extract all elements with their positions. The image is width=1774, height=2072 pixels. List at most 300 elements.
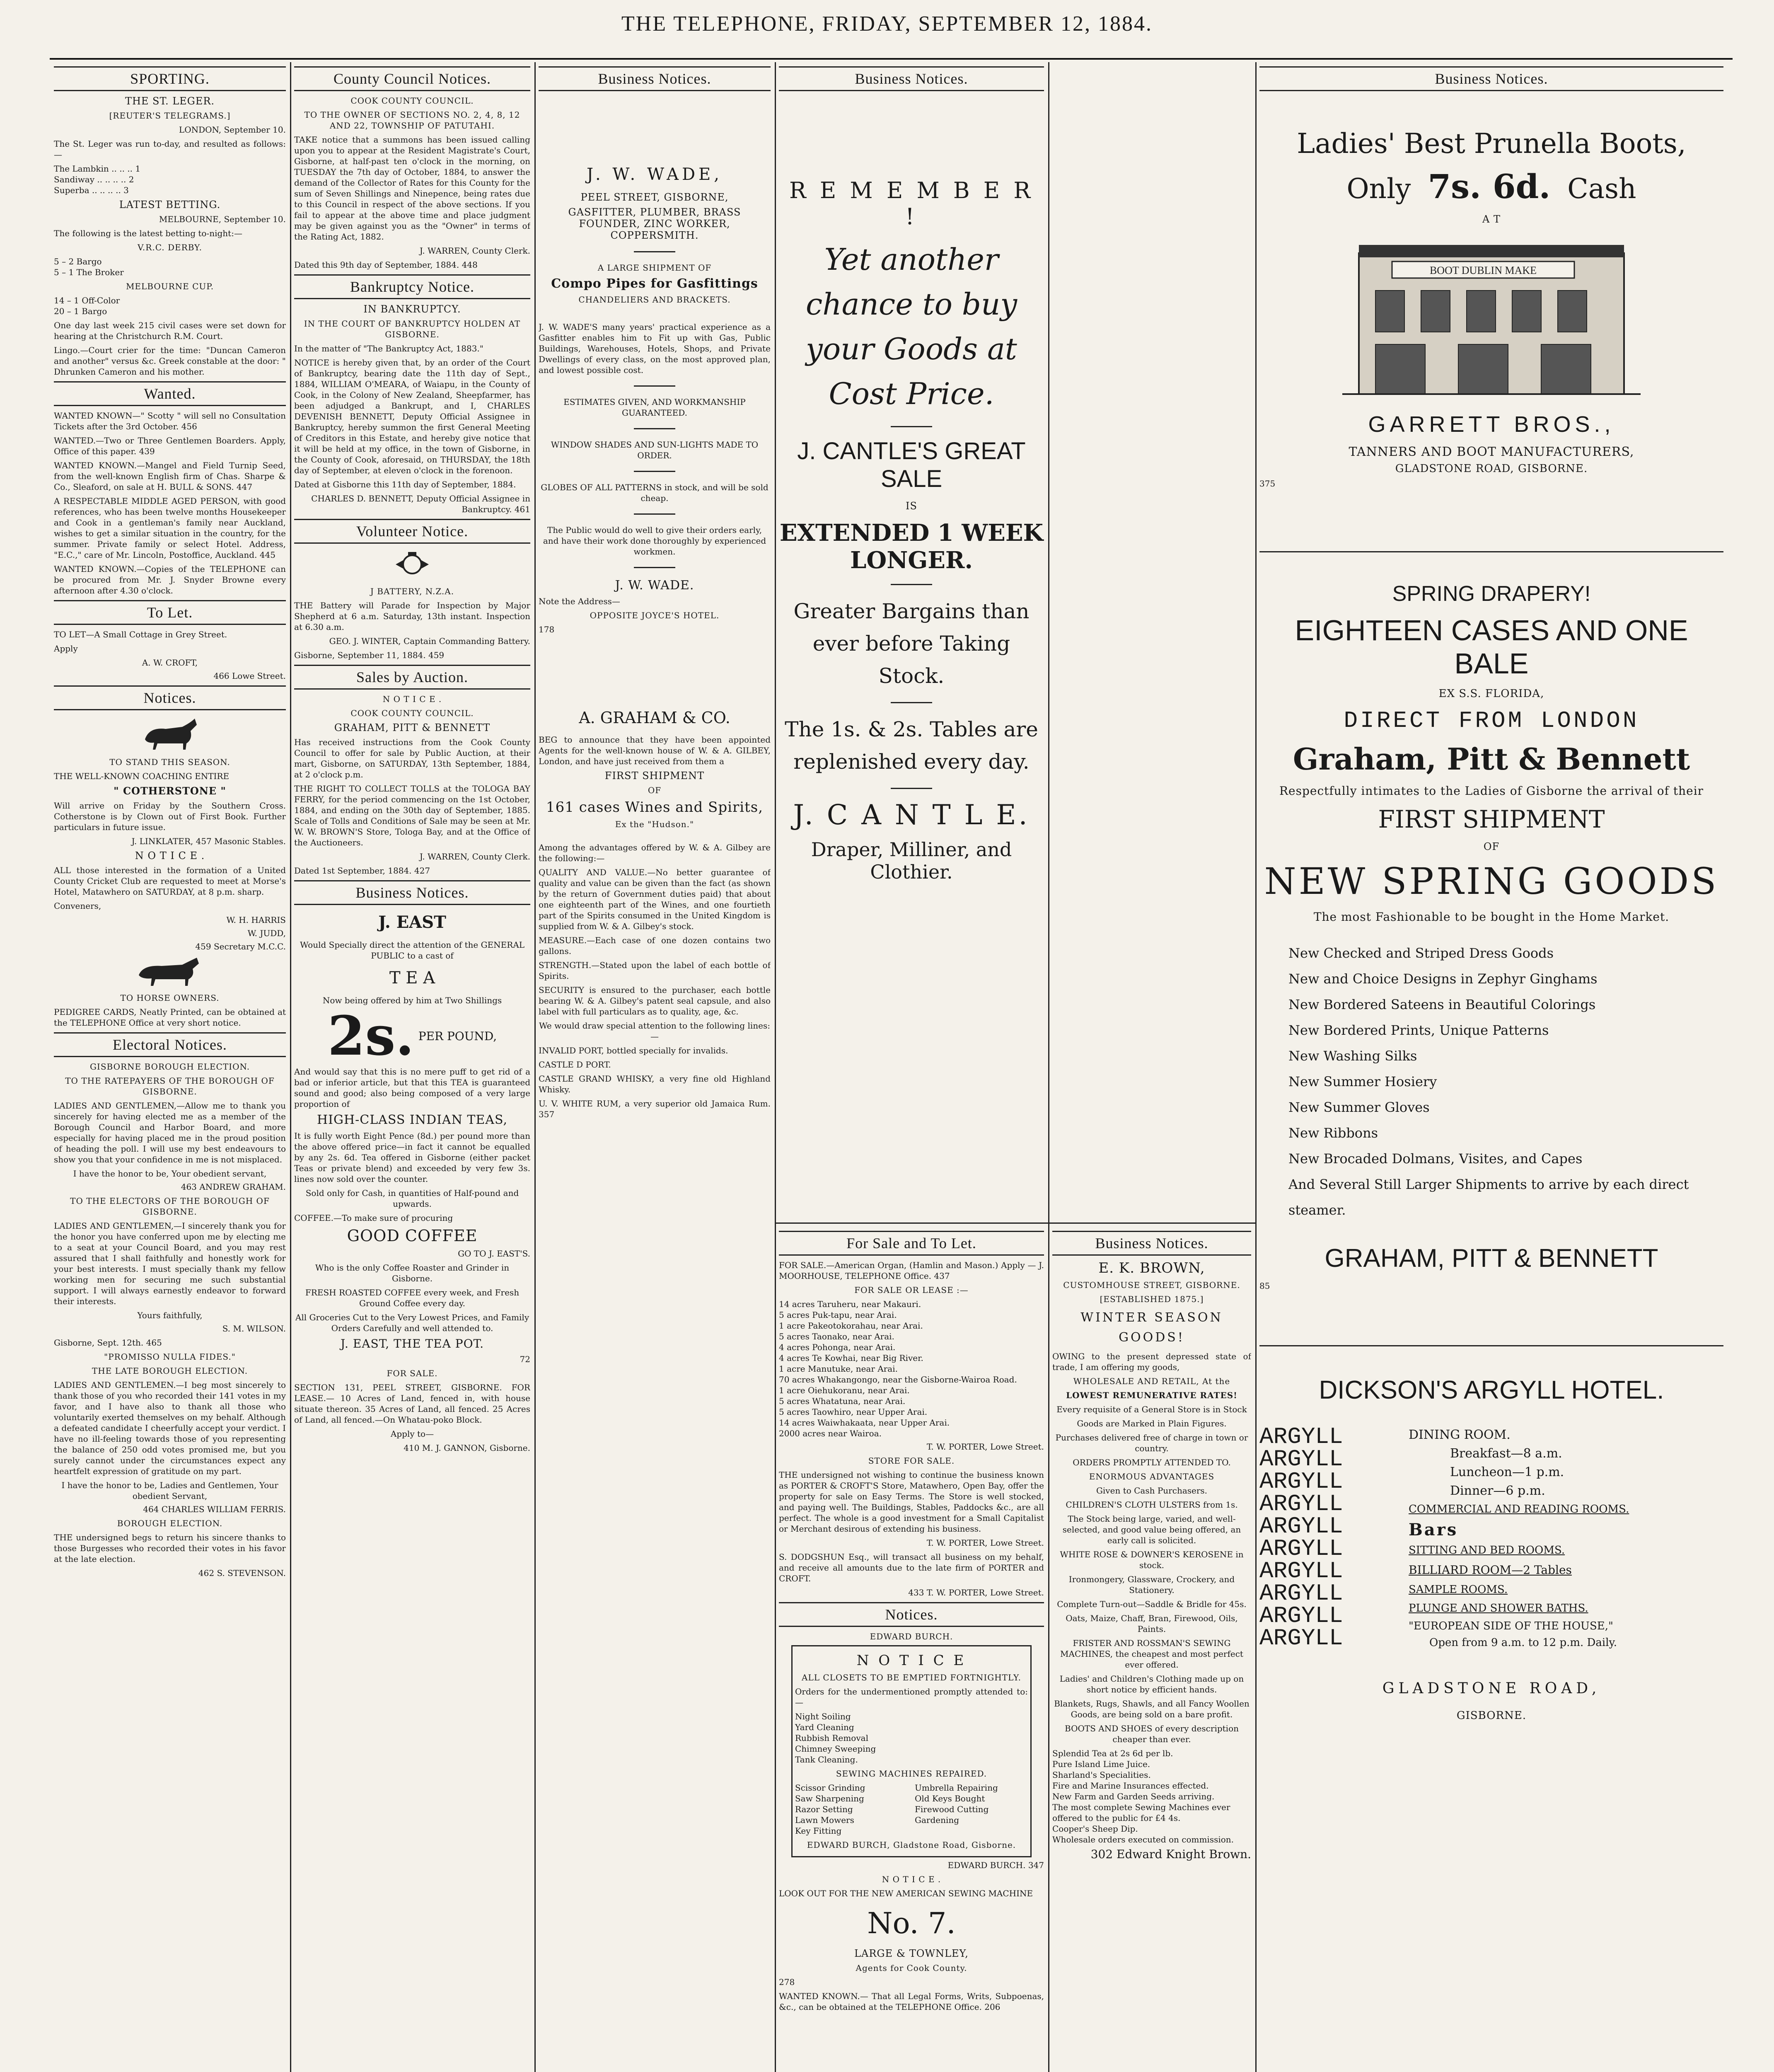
tables-heading: The 1s. & 2s. Tables are replenished every day.: [785, 717, 1038, 774]
compo-heading: Compo Pipes for Gasfittings: [551, 276, 758, 291]
dickson-heading: DICKSON'S ARGYLL HOTEL.: [1319, 1376, 1664, 1404]
globes-text: GLOBES OF ALL PATTERNS in stock, and will be sold cheap.: [541, 482, 769, 503]
ag-text: BEG to announce that they have been appointed Agents for the well-known house of W. & A. GILBEY, London, and have just received from them a: [539, 735, 771, 766]
column-2: [294, 62, 530, 2072]
joyce-line: OPPOSITE JOYCE'S HOTEL.: [590, 610, 720, 620]
first-shipment: FIRST SHIPMENT: [604, 770, 705, 782]
news-item: One day last week 215 civil cases were set down for hearing at the Christchurch R.M. Court.: [54, 320, 286, 341]
owing-text: OWING to the present depressed state of trade, I am offering my goods,: [1052, 1351, 1251, 1372]
tolet-apply: Apply: [54, 644, 78, 654]
tea-price-amount: 2s.: [327, 1004, 414, 1067]
stallion-name: " COTHERSTONE ": [114, 785, 226, 797]
goods-item: New Brocaded Dolmans, Visites, and Capes: [1288, 1151, 1583, 1167]
lot-item: 4 acres Pohonga, near Arai.: [779, 1342, 896, 1352]
borough-election-heading: BOROUGH ELECTION.: [117, 1518, 223, 1528]
cook-council: COOK COUNTY COUNCIL.: [350, 708, 474, 718]
column-4-top: [779, 62, 1044, 1226]
ulsters-text: CHILDREN'S CLOTH ULSTERS from 1s.: [1066, 1500, 1238, 1510]
wade-name: J. W. WADE,: [587, 165, 723, 184]
ad-number: 278: [779, 1977, 795, 1987]
cases-heading: 161 cases Wines and Spirits,: [546, 799, 764, 816]
ferris-name: 464 CHARLES WILLIAM FERRIS.: [143, 1504, 286, 1514]
price-line: [1259, 167, 1723, 206]
respect-line: Respectfully intimates to the Ladies of Gisborne the arrival of their: [1279, 784, 1704, 798]
race-results: [54, 163, 286, 196]
separator: [634, 513, 675, 515]
ad-number: 85: [1259, 1281, 1270, 1291]
forsale-heading: FOR SALE.: [387, 1368, 438, 1378]
tolet-text: TO LET—A Small Cottage in Grey Street.: [54, 629, 227, 639]
wade-text: J. W. WADE'S many years' practical experience as a Gasfitter enables him to Fit up with Gas, Public Buildings, Warehouses, Hotels, Shops, and Private Dwellings of every class, on the most approved plan, and lowest possible cost.: [539, 322, 771, 375]
organ-ad: FOR SALE.—American Organ, (Hamlin and Mason.) Apply — J. MOORHOUSE, TELEPHONE Office. 437: [779, 1260, 1044, 1281]
chandeliers-line: CHANDELIERS AND BRACKETS.: [578, 295, 731, 305]
room-item: PLUNGE AND SHOWER BATHS.: [1409, 1602, 1588, 1615]
cup-heading: MELBOURNE CUP.: [126, 281, 214, 291]
result-item: The Lambkin .. .. .. 1: [54, 164, 141, 174]
notice-heading: N O T I C E .: [382, 694, 442, 704]
separator: [891, 702, 932, 703]
notice-heading: N O T I C E .: [135, 850, 205, 862]
brown-list-item: Pure Island Lime Juice.: [1052, 1759, 1150, 1769]
electoral-heading: Electoral Notices.: [54, 1032, 286, 1057]
column-4-bottom: [779, 1227, 1044, 2072]
brown-list-item: Splendid Tea at 2s 6d per lb.: [1052, 1748, 1173, 1758]
column-divider: [534, 62, 536, 2072]
column-5: [1052, 1227, 1251, 2072]
wilson-date: Gisborne, Sept. 12th. 465: [54, 1338, 162, 1348]
shipment-line: A LARGE SHIPMENT OF: [597, 263, 712, 273]
stleger-text: The St. Leger was run to-day, and resulted as follows:—: [54, 139, 286, 160]
betting-heading: LATEST BETTING.: [119, 199, 221, 211]
stevenson-name: 462 S. STEVENSON.: [198, 1568, 286, 1578]
repair-item: Lawn Mowers: [795, 1815, 854, 1825]
battery-text: THE Battery will Parade for Inspection by Major Shepherd at 6 a.m. Saturday, 13th instant. Inspection at 6.30 a.m.: [294, 600, 530, 632]
goods-item: And Several Still Larger Shipments to arrive by each direct steamer.: [1288, 1176, 1689, 1218]
wade-name-2: J. W. WADE.: [615, 578, 694, 593]
repair-item: Old Keys Bought: [915, 1794, 985, 1803]
goods-list: [1288, 940, 1723, 1223]
garrett-address: GLADSTONE ROAD, GISBORNE.: [1395, 462, 1588, 475]
lot-item: 14 acres Taruheru, near Makauri.: [779, 1299, 921, 1309]
grand-text: CASTLE GRAND WHISKY, a very fine old Highland Whisky.: [539, 1074, 771, 1094]
special-text: We would draw special attention to the following lines:—: [539, 1021, 770, 1041]
fashionable-line: The most Fashionable to be bought in the Home Market.: [1313, 910, 1670, 924]
matter-line: In the matter of "The Bankruptcy Act, 1883.": [294, 344, 483, 353]
eighteen-heading: EIGHTEEN CASES AND ONE BALE: [1295, 614, 1688, 680]
masthead: [0, 0, 1774, 62]
rum-text: U. V. WHITE RUM, a very superior old Jamaica Rum. 357: [539, 1099, 771, 1119]
services-list: [795, 1711, 1028, 1765]
extended-heading: EXTENDED 1 WEEK LONGER.: [779, 519, 1044, 574]
argyll-word: ARGYLL: [1259, 1491, 1343, 1517]
measure-text: MEASURE.—Each case of one dozen contains two gallons.: [539, 935, 771, 956]
florida-line: EX S.S. FLORIDA,: [1438, 687, 1544, 700]
summons-text: TAKE notice that a summons has been issued calling upon you to appear at the Resident Magistrate's Court, Gisborne, at half-past ten o'clock in the morning, on TUESDAY the 7th day of October, 1884, to answer the demand of the Collector of Rates for this County for the sum of Seven Shillings and Ninepence, being rates due to this Council in respect of the above sections. If you fail to appear at the above time and place judgment may be given against you as the "Owner" in terms of the Rating Act, 1882.: [294, 135, 530, 242]
new-spring-heading: NEW SPRING GOODS: [1264, 860, 1719, 903]
only-word: Only: [1346, 173, 1411, 205]
indian-heading: HIGH-CLASS INDIAN TEAS,: [317, 1113, 508, 1127]
separator: [634, 567, 675, 568]
hotel-block: [1259, 1423, 1723, 1651]
strength-text: STRENGTH.—Stated upon the label of each bottle of Spirits.: [539, 960, 771, 981]
brown-list-item: Sharland's Specialities.: [1052, 1770, 1151, 1780]
direct-heading: DIRECT FROM LONDON: [1344, 707, 1639, 734]
tolet-name: A. W. CROFT,: [142, 658, 198, 668]
to-owner-heading: TO THE OWNER OF SECTIONS NO. 2, 4, 8, 12 AND 22, TOWNSHIP OF PATUTAHI.: [304, 110, 520, 131]
roaster-text: Who is the only Coffee Roaster and Grinder in Gisborne.: [315, 1263, 510, 1283]
dateline: MELBOURNE, September 10.: [159, 214, 286, 224]
convener-name: 459 Secretary M.C.C.: [195, 942, 286, 951]
cantle-sale: J. CANTLE'S GREAT SALE: [797, 438, 1026, 492]
odds-item: 14 – 1 Off-Color: [54, 295, 120, 305]
column-3: [539, 62, 771, 2072]
porter-signature: T. W. PORTER, Lowe Street.: [926, 1442, 1044, 1452]
reuter-line: [REUTER'S TELEGRAMS.]: [109, 111, 231, 121]
service-item: Tank Cleaning.: [795, 1755, 858, 1765]
column-6: [1259, 62, 1723, 2072]
ag-name: A. GRAHAM & CO.: [579, 709, 730, 727]
court-heading: IN THE COURT OF BANKRUPTCY HOLDEN AT GISBORNE.: [304, 319, 521, 339]
argyll-word: ARGYLL: [1259, 1423, 1343, 1450]
quantities-text: Sold only for Cash, in quantities of Half-pound and upwards.: [305, 1188, 519, 1209]
groceries-text: All Groceries Cut to the Very Lowest Prices, and Family Orders Carefully and well attended to.: [295, 1312, 529, 1333]
vrc-heading: V.R.C. DERBY.: [137, 242, 203, 252]
lot-item: 2000 acres near Wairoa.: [779, 1428, 882, 1438]
auction-heading: Sales by Auction.: [294, 665, 530, 690]
wanted-ad: A RESPECTABLE MIDDLE AGED PERSON, with good references, who has been twelve months Housekeeper and Cook in a gentleman's family near Auckland, wishes to get a similar situation in the country, for the summer. Private family or select Hotel. Address, "E.C.," care of Mr. Lincoln, Postoffice, Auckland. 445: [54, 496, 286, 560]
orders-text: ORDERS PROMPTLY ATTENDED TO.: [1073, 1457, 1231, 1467]
turnout-text: Complete Turn-out—Saddle & Bridle for 45s.: [1057, 1599, 1247, 1609]
odds-item: 5 – 1 The Broker: [54, 267, 124, 277]
spring-heading: SPRING DRAPERY!: [1392, 582, 1591, 606]
lot-item: 70 acres Whakangongo, near the Gisborne-Wairoa Road.: [779, 1375, 1017, 1385]
result-item: Sandiway .. .. .. .. 2: [54, 174, 134, 184]
kerosene-text: WHITE ROSE & DOWNER'S KEROSENE in stock.: [1060, 1549, 1244, 1570]
ad-number: 178: [539, 625, 555, 634]
store-sign-text: BOOT DUBLIN MAKE: [1429, 264, 1537, 276]
goods-item: New Washing Silks: [1288, 1048, 1417, 1064]
graham-letter: LADIES AND GENTLEMEN,—Allow me to thank you sincerely for having elected me as a member of the Borough Council and Harbor Board, and more especially for having placed me in the proud position of heading the poll. I will use my best endeavours to show you that your confidence in me is not misplaced.: [54, 1101, 286, 1164]
go-east: GO TO J. EAST'S.: [458, 1249, 530, 1259]
argyll-word: ARGYLL: [1259, 1602, 1343, 1629]
goods-item: New Ribbons: [1288, 1125, 1378, 1141]
bankruptcy-date: Dated at Gisborne this 11th day of September, 1884.: [294, 479, 516, 489]
stleger-heading: THE ST. LEGER.: [125, 95, 215, 107]
horse-icon: [54, 954, 286, 989]
lot-item: 1 acre Manutuke, near Arai.: [779, 1364, 898, 1374]
goods-item: New Summer Hosiery: [1288, 1074, 1437, 1089]
goods-item: New Summer Gloves: [1288, 1099, 1430, 1115]
county-heading: County Council Notices.: [294, 66, 530, 91]
column-divider: [775, 62, 776, 2072]
store-text: THE undersigned not wishing to continue the business known as PORTER & CROFT'S Store, Matawhero, Open Bay, offer the property for sale on Easy Terms. The Store is well stocked, and paying well. The Buildings, Stables, Paddocks &c., are all perfect. The whole is a good investment for a Small Capitalist or Merchant desirous of extending his business.: [779, 1470, 1044, 1534]
first-shipment: FIRST SHIPMENT: [1378, 805, 1605, 833]
in-bankruptcy: IN BANKRUPTCY.: [363, 303, 461, 315]
lot-item: 1 acre Oiehukoranu, near Arai.: [779, 1385, 910, 1395]
sewing-heading: SEWING MACHINES REPAIRED.: [836, 1769, 987, 1779]
service-item: Yard Cleaning: [795, 1722, 854, 1732]
goods-item: New Bordered Prints, Unique Patterns: [1288, 1022, 1549, 1038]
argyll-word: ARGYLL: [1259, 1513, 1343, 1539]
stallion-detail: Will arrive on Friday by the Southern Cross. Cotherstone is by Clown out of First Book. Further particulars in future issue.: [54, 801, 286, 832]
ad-number: 72: [520, 1354, 530, 1364]
oats-text: Oats, Maize, Chaff, Bran, Firewood, Oils, Paints.: [1066, 1613, 1238, 1634]
vrc-odds: [54, 256, 286, 278]
brown-list-item: Cooper's Sheep Dip.: [1052, 1824, 1138, 1834]
warren-signature: J. WARREN, County Clerk.: [419, 246, 530, 256]
service-item: Chimney Sweeping: [795, 1744, 876, 1754]
garrett-name: GARRETT BROS.,: [1368, 412, 1615, 437]
business-heading: Business Notices.: [1259, 66, 1723, 91]
store-illustration: [1259, 228, 1723, 404]
stallion-signature: J. LINKLATER, 457 Masonic Stables.: [131, 836, 286, 846]
separator: [891, 788, 932, 789]
coffee-heading: GOOD COFFEE: [347, 1227, 478, 1245]
burch-box: [791, 1645, 1032, 1857]
tolls-text: THE RIGHT TO COLLECT TOLLS at the TOLOGA BAY FERRY, for the period commencing on the 1st October, 1884, and ending on the 30th day of September, 1885. Scale of Tolls and Conditions of Sale may be seen at Mr. W. W. BROWN'S Store, Tologa Bay, and at the Office of the Auctioneers.: [294, 784, 530, 847]
frister-text: FRISTER AND ROSSMAN'S SEWING MACHINES, the cheapest and most perfect ever offered.: [1060, 1638, 1243, 1670]
security-text: SECURITY is ensured to the purchaser, each bottle bearing W. & A. Gilbey's patent seal capsule, and also label with full particulars as to quality, age, &c.: [539, 985, 771, 1017]
tea-price-intro: Now being offered by him at Two Shillings: [322, 995, 502, 1005]
requisite-text: Every requisite of a General Store is in Stock: [1056, 1404, 1247, 1414]
brown-list-item: New Farm and Garden Seeds arriving.: [1052, 1791, 1215, 1801]
hotel-address: GLADSTONE ROAD,: [1382, 1680, 1601, 1697]
wilson-name: S. M. WILSON.: [222, 1324, 286, 1334]
lot-item: 4 acres Te Kowhai, near Big River.: [779, 1353, 923, 1363]
closets-line: ALL CLOSETS TO BE EMPTIED FORTNIGHTLY.: [801, 1673, 1022, 1682]
election-heading: GISBORNE BOROUGH ELECTION.: [89, 1062, 250, 1072]
among-text: Among the advantages offered by W. & A. Gilbey are the following:—: [539, 842, 771, 863]
result-item: Superba .. .. .. .. 3: [54, 185, 129, 195]
invalid-text: INVALID PORT, bottled specially for invalids.: [539, 1046, 728, 1055]
lowest-line: LOWEST REMUNERATIVE RATES!: [1066, 1390, 1237, 1400]
convener-name: W. JUDD,: [247, 928, 286, 938]
dated-line: Dated 1st September, 1884. 427: [294, 866, 430, 876]
crest-icon: [294, 548, 530, 583]
battery-heading: J BATTERY, N.Z.A.: [370, 586, 454, 596]
bankruptcy-heading: Bankruptcy Notice.: [294, 274, 530, 299]
warren-signature: J. WARREN, County Clerk.: [419, 852, 530, 862]
dateline: LONDON, September 10.: [179, 125, 286, 135]
room-item: "EUROPEAN SIDE OF THE HOUSE,": [1409, 1620, 1613, 1632]
wanted-ad: WANTED KNOWN.—Copies of the TELEPHONE can be procured from Mr. J. Snyder Browne every afternoon after 4.30 o'clock.: [54, 564, 286, 595]
wholesale-line: WHOLESALE AND RETAIL, At the: [1073, 1376, 1230, 1386]
tea-heading: T E A: [389, 968, 435, 988]
argyll-word: ARGYLL: [1259, 1446, 1343, 1472]
no7-heading: No. 7.: [867, 1906, 956, 1940]
goods-item: New Checked and Striped Dress Goods: [1288, 945, 1554, 961]
room-item: Breakfast—8 a.m.: [1450, 1446, 1562, 1461]
gpb-name: Graham, Pitt & Bennett: [1293, 741, 1690, 777]
late-election-heading: THE LATE BOROUGH ELECTION.: [92, 1366, 248, 1376]
tanners-line: TANNERS AND BOOT MANUFACTURERS,: [1349, 445, 1634, 459]
notice-heading: N O T I C E: [856, 1652, 967, 1669]
cantle-name: J. C A N T L E.: [793, 799, 1030, 831]
room-item: Open from 9 a.m. to 12 p.m. Daily.: [1429, 1636, 1617, 1649]
column-divider: [290, 62, 291, 2072]
separator: [634, 251, 675, 252]
boot-price: 7s. 6d.: [1428, 167, 1551, 206]
room-item: SAMPLE ROOMS.: [1409, 1583, 1508, 1596]
bennett-signature: CHARLES D. BENNETT, Deputy Official Assignee in Bankruptcy. 461: [311, 494, 530, 514]
porter-signature: T. W. PORTER, Lowe Street.: [926, 1538, 1044, 1548]
section-rule: [1259, 1345, 1723, 1346]
news-item: Lingo.—Court crier for the time: "Duncan Cameron and another" versus &c. Greek constable at the door: " Dhrunken Cameron and his mother.: [54, 345, 286, 377]
hudson-line: Ex the "Hudson.": [615, 819, 694, 829]
lot-item: 5 acres Taonako, near Arai.: [779, 1331, 894, 1341]
indian-text: It is fully worth Eight Pence (8d.) per pound more than the above offered price—in fact it cannot be equalled by any 2s. 6d. Tea offered in Gisborne (either packet Teas or private blend) and exceeded by very few 3s. lines now sold over the counter.: [294, 1131, 530, 1184]
pedigree-text: PEDIGREE CARDS, Neatly Printed, can be obtained at the TELEPHONE Office at very short notice.: [54, 1007, 286, 1028]
tea-text: And would say that this is no mere puff to get rid of a bad or inferior article, but that this TEA is guaranteed sound and good; also being composed of a very large proportion of: [294, 1067, 530, 1109]
volunteer-heading: Volunteer Notice.: [294, 519, 530, 544]
section-rule: [1259, 551, 1723, 552]
wanted-ad: WANTED KNOWN.— That all Legal Forms, Writs, Subpoenas, &c., can be obtained at the TELEPHONE Office. 206: [779, 1991, 1044, 2012]
argyll-word: ARGYLL: [1259, 1535, 1343, 1562]
business-heading: Business Notices.: [294, 880, 530, 905]
boots-text: BOOTS AND SHOES of every description cheaper than ever.: [1065, 1723, 1239, 1744]
store-heading: STORE FOR SALE.: [868, 1456, 955, 1466]
cricket-text: ALL those interested in the formation of a United County Cricket Club are requested to meet at Morse's Hotel, Matawhero on SATURDAY, at 8 p.m. sharp.: [54, 865, 286, 897]
column-divider: [1255, 62, 1257, 2072]
wanted-heading: Wanted.: [54, 381, 286, 406]
sale-lease-heading: FOR SALE OR LEASE :—: [854, 1285, 969, 1295]
stand-heading: TO STAND THIS SEASON.: [109, 757, 230, 767]
battery-date: Gisborne, September 11, 1884. 459: [294, 650, 445, 660]
lot-item: 5 acres Puk-tapu, near Arai.: [779, 1310, 897, 1320]
tea-price-unit: PER POUND,: [418, 1029, 497, 1043]
betting-text: The following is the latest betting to-night:—: [54, 228, 242, 238]
cook-council: COOK COUNTY COUNCIL.: [350, 96, 474, 106]
electors-heading: TO THE ELECTORS OF THE BOROUGH OF GISBORNE.: [70, 1196, 270, 1217]
separator: [891, 584, 932, 585]
ad-number: 375: [1259, 479, 1276, 489]
townley-name: LARGE & TOWNLEY,: [854, 1948, 969, 1959]
horse-icon: [54, 714, 286, 753]
graham-sign: I have the honor to be, Your obedient servant,: [73, 1169, 267, 1179]
argyll-word: ARGYLL: [1259, 1468, 1343, 1495]
room-item: Bars: [1409, 1520, 1458, 1539]
address-label: Note the Address—: [539, 596, 620, 606]
business-heading: Business Notices.: [779, 66, 1044, 91]
service-item: Rubbish Removal: [795, 1733, 868, 1743]
argyll-word: ARGYLL: [1259, 1580, 1343, 1607]
separator: [634, 471, 675, 472]
lookout-text: LOOK OUT FOR THE NEW AMERICAN SEWING MACHINE: [779, 1888, 1033, 1898]
castle-text: CASTLE D PORT.: [539, 1060, 611, 1070]
dodgshun-text: S. DODGSHUN Esq., will transact all business on my behalf, and receive all amounts due to the late firm of PORTER and CROFT.: [779, 1552, 1044, 1583]
sporting-heading: SPORTING.: [54, 66, 286, 91]
tolet-heading: To Let.: [54, 600, 286, 625]
at-line: A T: [1482, 213, 1501, 225]
fresh-text: FRESH ROASTED COFFEE every week, and Fresh Ground Coffee every day.: [305, 1288, 520, 1308]
teapot-heading: J. EAST, THE TEA POT.: [341, 1337, 484, 1351]
east-intro: Would Specially direct the attention of the GENERAL PUBLIC to a cast of: [300, 940, 525, 961]
apply-to: Apply to—: [390, 1429, 434, 1439]
remember-heading: R E M E M B E R !: [789, 177, 1034, 230]
ferris-letter: LADIES AND GENTLEMEN.—I beg most sincerely to thank those of you who recorded their 141 votes in my favor, and I have also to thank all those who voluntarily exerted themselves on my behalf. Although a defeated candidate I cheerfully accept your verdict. I have no ill-feeling towards those of you representing the balance of 250 odd votes promised me, but you surely cannot under the circumstances expect any heartfelt expression of gratitude on my part.: [54, 1380, 286, 1476]
brown-list: [1052, 1748, 1251, 1845]
business-heading: Business Notices.: [539, 66, 771, 91]
repair-item: Razor Setting: [795, 1804, 853, 1814]
wilson-sign: Yours faithfully,: [137, 1310, 203, 1320]
cup-odds: [54, 295, 286, 317]
newspaper-title: THE TELEPHONE, FRIDAY, SEPTEMBER 12, 1884.: [621, 12, 1153, 36]
notices-heading: Notices.: [54, 685, 286, 710]
masthead-rule: [50, 58, 1733, 60]
separator: [634, 385, 675, 387]
burch-address: EDWARD BURCH, Gladstone Road, Gisborne.: [807, 1840, 1016, 1850]
winter-signature: GEO. J. WINTER, Captain Commanding Battery.: [329, 636, 530, 646]
room-item: COMMERCIAL AND READING ROOMS.: [1409, 1503, 1629, 1515]
repair-item: Key Fitting: [795, 1826, 842, 1836]
bankruptcy-text: NOTICE is hereby given that, by an order of the Court of Bankruptcy, bearing date the 11th day of Sept., 1884, WILLIAM O'MEARA, of Waiapu, in the County of Cook, in the Colony of New Zealand, Sheepfarmer, has been adjudged a Bankrupt, and I, CHARLES DEVENISH BENNETT, Deputy Official Assignee in Bankruptcy, hereby summon the first General Meeting of Creditors in this Estate, and hereby give notice that it will be held at my office, in the town of Gisborne, in the County of Cook, aforesaid, on THURSDAY, the 18th day of September, at eleven o'clock in the forenoon.: [294, 358, 530, 475]
lot-item: 14 acres Waiwhakaata, near Upper Arai.: [779, 1418, 950, 1428]
cash-text: Given to Cash Purchasers.: [1096, 1486, 1208, 1496]
bargains-heading: Greater Bargains than ever before Taking Stock.: [793, 599, 1030, 688]
service-item: Night Soiling: [795, 1711, 851, 1721]
clothing-text: Ladies' and Children's Clothing made up on short notice by efficient hands.: [1059, 1674, 1244, 1694]
enormous-line: ENORMOUS ADVANTAGES: [1089, 1472, 1215, 1481]
marked-text: Goods are Marked in Plain Figures.: [1077, 1418, 1227, 1428]
brown-list-item: Fire and Marine Insurances effected.: [1052, 1781, 1209, 1791]
repair-item: Umbrella Repairing: [915, 1783, 998, 1793]
orders-text: Orders for the undermentioned promptly attended to:—: [795, 1687, 1028, 1707]
stevenson-letter: THE undersigned begs to return his sincere thanks to those Burgesses who recorded their votes in his favor at the late election.: [54, 1532, 286, 1564]
yet-heading: Yet another chance to buy your Goods at Cost Price.: [805, 242, 1018, 411]
east-name: J. EAST: [378, 913, 446, 932]
brown-list-item: The most complete Sewing Machines ever offered to the public for £4 4s.: [1052, 1802, 1230, 1823]
hotel-town: GISBORNE.: [1456, 1709, 1527, 1722]
wanted-ad: WANTED.—Two or Three Gentlemen Boarders. Apply, Office of this paper. 439: [54, 436, 286, 456]
stallion-text: THE WELL-KNOWN COACHING ENTIRE: [54, 771, 230, 781]
hotel-rooms: [1409, 1426, 1723, 1651]
goods-item: New Bordered Sateens in Beautiful Colorings: [1288, 997, 1596, 1012]
gpb-name: GRAHAM, PITT & BENNETT: [334, 722, 491, 733]
column-divider: [1048, 1222, 1049, 2072]
coffee-note: COFFEE.—To make sure of procuring: [294, 1213, 453, 1223]
wanted-ad: WANTED KNOWN—" Scotty " will sell no Consultation Tickets after the 3rd October. 456: [54, 411, 286, 431]
argyll-stack: [1259, 1423, 1409, 1651]
prunella-heading: Ladies' Best Prunella Boots,: [1297, 128, 1686, 160]
business-heading: Business Notices.: [1052, 1231, 1251, 1256]
is-line: IS: [906, 500, 917, 512]
repair-item: Scissor Grinding: [795, 1783, 865, 1793]
column-1: [54, 62, 286, 2072]
room-item: DINING ROOM.: [1409, 1428, 1511, 1442]
gpb-name-2: GRAHAM, PITT & BENNETT: [1324, 1244, 1658, 1273]
room-item: Dinner—6 p.m.: [1450, 1484, 1545, 1498]
wade-trades: GASFITTER, PLUMBER, BRASS FOUNDER, ZINC WORKER, COPPERSMITH.: [568, 206, 741, 241]
repairs-list: [795, 1782, 1028, 1836]
odds-item: 5 – 2 Bargo: [54, 257, 102, 266]
odds-item: 20 – 1 Bargo: [54, 306, 107, 316]
section-rule: [775, 1222, 1255, 1224]
of-line: OF: [1483, 841, 1500, 852]
goods-item: New and Choice Designs in Zephyr Ginghams: [1288, 971, 1598, 987]
window-text: WINDOW SHADES AND SUN-LIGHTS MADE TO ORDER.: [551, 440, 759, 460]
horse-owners-heading: TO HORSE OWNERS.: [120, 993, 220, 1003]
brown-name: E. K. BROWN,: [1098, 1260, 1205, 1276]
stock-text: The Stock being large, varied, and well-selected, and good value being offered, an early call is solicited.: [1062, 1514, 1241, 1545]
dated-line: Dated this 9th day of September, 1884. 448: [294, 260, 478, 270]
quality-text: QUALITY AND VALUE.—No better guarantee of quality and value can be given than the fact (as shown by the return of Government duties paid) that about one eighteenth part of the Wines, and one fourtieth part of the Spirits consumed in the United Kingdom is supplied from W. & A. Gilbey's stock.: [539, 867, 771, 931]
section-text: SECTION 131, PEEL STREET, GISBORNE. FOR LEASE.— 10 Acres of Land, fenced in, with house situate thereon. 35 Acres of Land, all fenced. 25 Acres of Land, all fenced.—On Whatau-poko Block.: [294, 1382, 530, 1425]
porter-signature: 433 T. W. PORTER, Lowe Street.: [908, 1588, 1044, 1598]
cash-word: Cash: [1567, 173, 1636, 205]
convener-name: W. H. HARRIS: [226, 915, 286, 925]
wanted-ad: WANTED KNOWN.—Mangel and Field Turnip Seed, from the well-known English firm of Chas. Sharpe & Co., Sleaford, on sale at H. BULL & SONS. 447: [54, 460, 286, 492]
forsale-heading: For Sale and To Let.: [779, 1231, 1044, 1256]
